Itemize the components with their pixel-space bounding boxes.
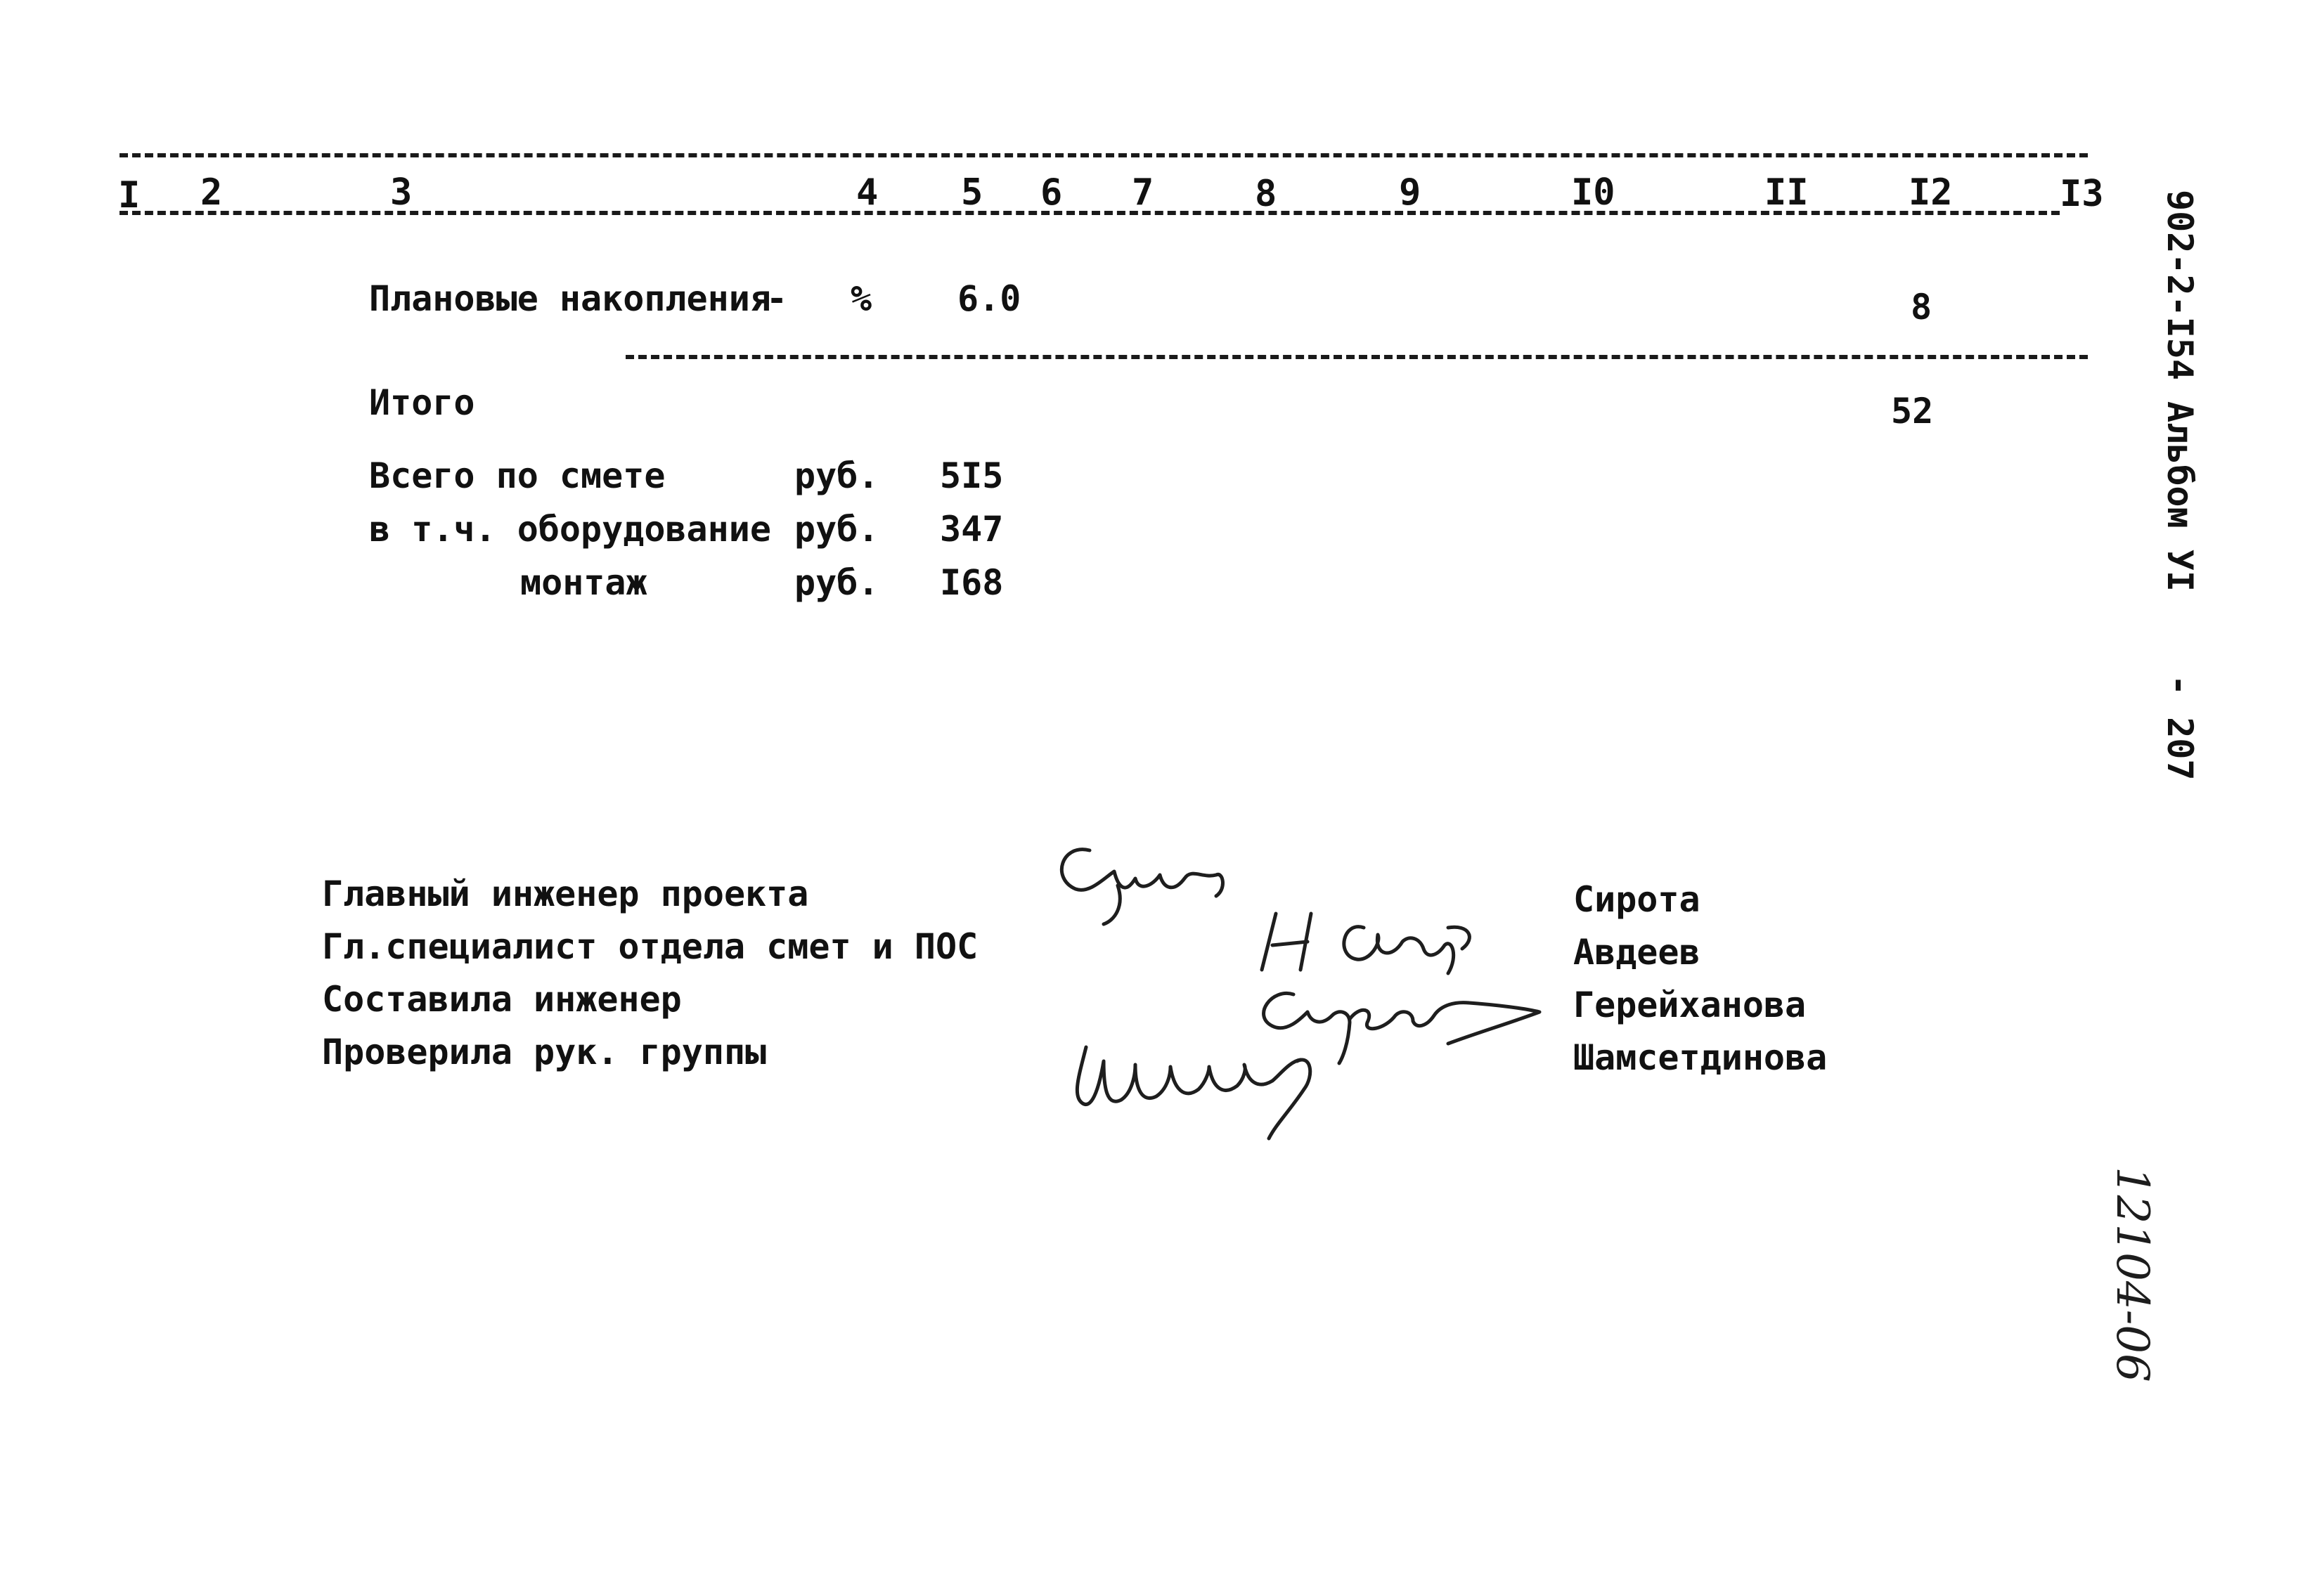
column-number: I2 — [1909, 171, 1953, 214]
column-number: I0 — [1571, 171, 1615, 214]
estimate-unit: руб. — [794, 455, 879, 496]
handwritten-signature — [1065, 1033, 1346, 1146]
column-number: I3 — [2060, 173, 2104, 215]
equipment-unit: руб. — [794, 509, 879, 550]
column-number: 6 — [1040, 171, 1063, 214]
column-number: 9 — [1399, 171, 1421, 214]
column-number: 2 — [200, 171, 223, 214]
inventory-number: 12104-06 — [2106, 1167, 2158, 1382]
installation-unit: руб. — [794, 562, 879, 603]
column-number: 4 — [856, 171, 879, 214]
total-label: Итого — [369, 382, 475, 423]
planned-amount: 8 — [1911, 287, 1932, 327]
column-number: 3 — [390, 171, 413, 214]
name-avdeev: Авдеев — [1573, 932, 1700, 973]
column-number: II — [1764, 171, 1809, 214]
role-chief-engineer: Главный инженер проекта — [322, 874, 809, 914]
equipment-label: в т.ч. оборудование — [369, 509, 771, 550]
installation-label: монтаж — [520, 562, 647, 603]
estimate-value: 5I5 — [940, 455, 1004, 496]
subtotal-rule — [626, 355, 2088, 359]
page-number: - 207 — [2160, 675, 2200, 781]
estimate-label: Всего по смете — [369, 455, 666, 496]
header-top-rule — [120, 153, 2088, 157]
name-shamsetdinova: Шамсетдинова — [1573, 1037, 1828, 1078]
role-chief-specialist: Гл.специалист отдела смет и ПОС — [322, 926, 979, 967]
name-sirota: Сирота — [1573, 879, 1700, 920]
column-number: I — [118, 174, 141, 216]
installation-value: I68 — [940, 562, 1004, 603]
name-gereikhanova: Герейханова — [1573, 985, 1807, 1025]
header-bottom-rule — [120, 211, 2060, 215]
equipment-value: 347 — [940, 509, 1004, 550]
role-compiled-by: Составила инженер — [322, 979, 682, 1020]
planned-unit: % — [851, 278, 872, 319]
planned-accumulations-label: Плановые накопления — [369, 278, 771, 319]
planned-rate: 6.0 — [957, 278, 1021, 319]
role-checked-by: Проверила рук. группы — [322, 1032, 767, 1072]
handwritten-signature — [1047, 836, 1244, 935]
album-code: 902-2-I54 Альбом УI — [2160, 190, 2200, 592]
column-number: 5 — [961, 171, 983, 214]
column-number: 7 — [1132, 171, 1154, 214]
planned-dash: - — [766, 278, 788, 319]
column-number: 8 — [1255, 173, 1277, 215]
total-amount: 52 — [1891, 391, 1934, 431]
